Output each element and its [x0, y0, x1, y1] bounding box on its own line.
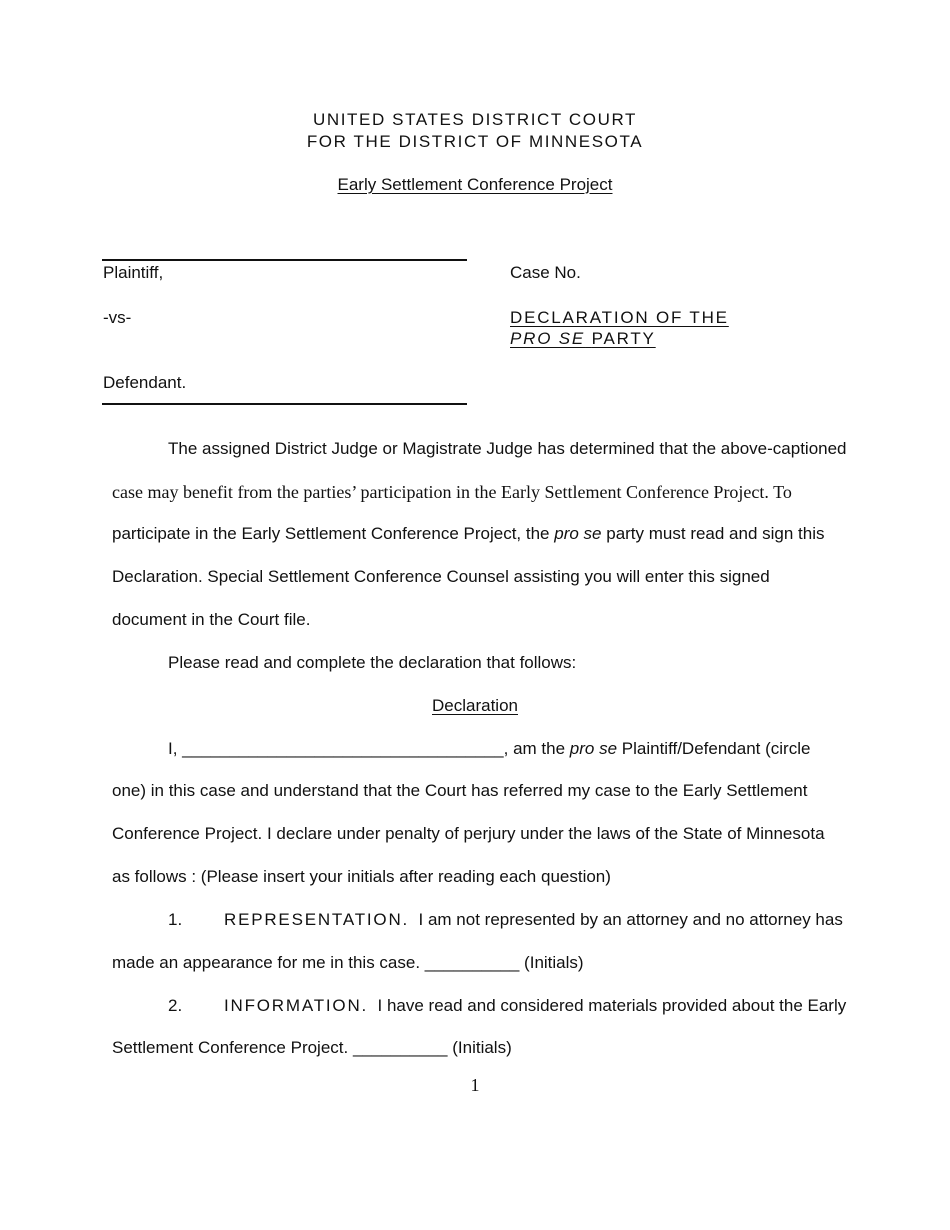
- paragraph-1-line-3-a: participate in the Early Settlement Conference Project, the: [112, 524, 550, 543]
- declaration-title-party: PARTY: [591, 329, 656, 348]
- paragraph-1-line-3-b: party must read and sign this: [606, 524, 825, 543]
- paragraph-1-line-5: document in the Court file.: [112, 610, 311, 629]
- declaration-line-1: [168, 739, 810, 759]
- paragraph-1-line-2: case may benefit from the parties’ participation in the Early Settlement Conference Project. To: [112, 482, 792, 502]
- declaration-title-pro-se: PRO SE: [510, 329, 586, 348]
- declaration-heading: [0, 696, 950, 716]
- plaintiff-label: Plaintiff,: [103, 263, 164, 282]
- plaintiff-defendant-choice[interactable]: Plaintiff/Defendant (circle: [621, 739, 811, 758]
- item-1-number: 1.: [168, 910, 183, 929]
- caption-bottom-rule: [102, 403, 467, 405]
- versus-label: -vs-: [103, 308, 132, 327]
- declaration-title-line2: [510, 329, 656, 349]
- paragraph-1-line-3: [112, 524, 825, 544]
- declaration-line-3: Conference Project. I declare under penalty of perjury under the laws of the State of Minnesota: [112, 824, 825, 843]
- declaration-line-4: as follows : (Please insert your initials after reading each question): [112, 867, 611, 886]
- item-2-text: I have read and considered materials provided about the Early: [377, 996, 847, 1015]
- item-2-label: INFORMATION.: [224, 996, 369, 1015]
- item-1-line-1: [224, 910, 843, 930]
- court-name-line1: UNITED STATES DISTRICT COURT: [312, 110, 638, 129]
- item-1-label: REPRESENTATION.: [224, 910, 410, 929]
- name-blank-field[interactable]: I, __________________________________, am the: [168, 739, 566, 758]
- declaration-pro-se: pro se: [569, 739, 618, 758]
- paragraph-1-line-4: Declaration. Special Settlement Conference Counsel assisting you will enter this signed: [112, 567, 770, 586]
- court-name-line2: FOR THE DISTRICT OF MINNESOTA: [306, 132, 644, 151]
- paragraph-2: Please read and complete the declaration that follows:: [168, 653, 577, 672]
- declaration-line-2: one) in this case and understand that the Court has referred my case to the Early Settlement: [112, 781, 808, 800]
- item-2-number: 2.: [168, 996, 183, 1015]
- defendant-label: Defendant.: [103, 373, 187, 392]
- item-2-line-1: [224, 996, 846, 1016]
- item-2-line-2-initials[interactable]: Settlement Conference Project. __________ (Initials): [112, 1038, 512, 1057]
- item-1-text: I am not represented by an attorney and no attorney has: [418, 910, 843, 929]
- project-title-text: Early Settlement Conference Project: [337, 175, 613, 194]
- declaration-heading-text: Declaration: [432, 696, 518, 715]
- declaration-title-line1: DECLARATION OF THE: [510, 308, 729, 327]
- caption-top-rule: [102, 259, 467, 261]
- paragraph-1-line-1: The assigned District Judge or Magistrate Judge has determined that the above-captioned: [168, 439, 847, 458]
- paragraph-1-pro-se: pro se: [554, 524, 602, 543]
- page-number: 1: [470, 1075, 480, 1095]
- item-1-line-2-initials[interactable]: made an appearance for me in this case. __________ (Initials): [112, 953, 584, 972]
- case-number-label: Case No.: [510, 263, 581, 282]
- project-title: [0, 175, 950, 195]
